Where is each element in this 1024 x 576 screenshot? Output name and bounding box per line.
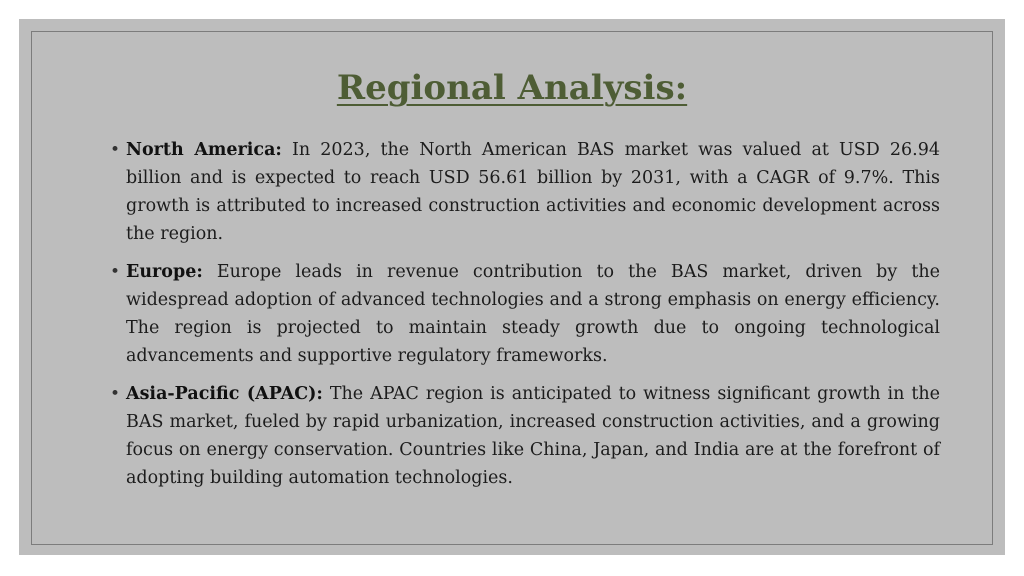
bullet-item-asia-pacific xyxy=(110,380,940,492)
bullet-item-europe xyxy=(110,258,940,370)
slide-title: Regional Analysis: xyxy=(336,68,688,108)
bullet-marker: • xyxy=(110,140,121,160)
bullet-item-north-america xyxy=(110,136,940,248)
bullet-heading: Europe: xyxy=(126,262,203,282)
bullet-text: Europe leads in revenue contribution to the BAS market, driven by the widespread adoption of advanced technologies and a strong emphasis on energy efficiency. The region is projected to maintain steady growth due to ongoing technological advancements and supportive regulatory frameworks. xyxy=(126,262,940,366)
bullet-marker: • xyxy=(110,384,121,404)
bullet-heading: North America: xyxy=(126,140,282,160)
bullet-list xyxy=(110,136,940,502)
bullet-heading: Asia-Pacific (APAC): xyxy=(126,384,323,404)
bullet-marker: • xyxy=(110,262,121,282)
slide xyxy=(19,19,1005,555)
slide-frame xyxy=(31,31,993,545)
bullet-text: In 2023, the North American BAS market was valued at USD 26.94 billion and is expected to reach USD 56.61 billion by 2031, with a CAGR of 9.7%. This growth is attributed to increased construction activities and economic development across the region. xyxy=(126,140,940,244)
bullet-text: The APAC region is anticipated to witness significant growth in the BAS market, fueled by rapid urbanization, increased construction activities, and a growing focus on energy conservation. Countries like China, Japan, and India are at the forefront of adopting building automation technologies. xyxy=(126,384,940,488)
